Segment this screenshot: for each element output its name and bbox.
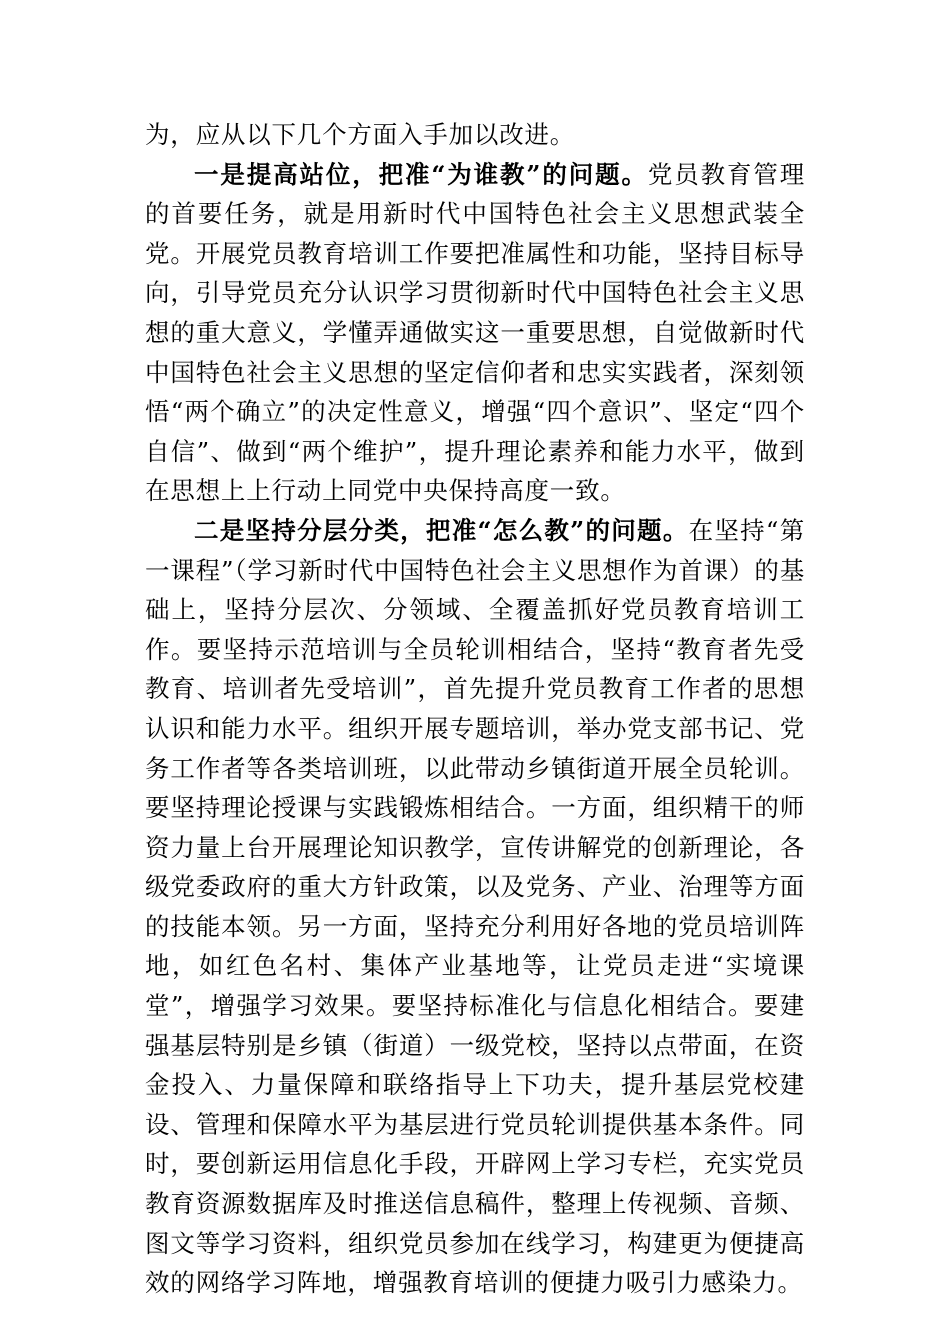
paragraph-text: 为，应从以下几个方面入手加以改进。	[145, 120, 576, 149]
paragraph-continuation	[145, 115, 805, 155]
paragraph-text: 在坚持“第一课程”（学习新时代中国特色社会主义思想作为首课）的基础上，坚持分层次、分领域、全覆盖抓好党员教育培训工作。要坚持示范培训与全员轮训相结合，坚持“教育者先受教育、培训者先受培训”，首先提升党员教育工作者的思想认识和能力水平。组织开展专题培训，举办党支部书记、党务工作者等各类培训班，以此带动乡镇街道开展全员轮训。要坚持理论授课与实践锻炼相结合。一方面，组织精干的师资力量上台开展理论知识教学，宣传讲解党的创新理论，各级党委政府的重大方针政策，以及党务、产业、治理等方面的技能本领。另一方面，坚持充分利用好各地的党员培训阵地，如红色名村、集体产业基地等，让党员走进“实境课堂”，增强学习效果。要坚持标准化与信息化相结合。要建强基层特别是乡镇（街道）一级党校，坚持以点带面，在资金投入、力量保障和联络指导上下功夫，提升基层党校建设、管理和保障水平为基层进行党员轮训提供基本条件。同时，要创新运用信息化手段，开辟网上学习专栏，充实党员教育资源数据库及时推送信息稿件，整理上传视频、音频、图文等学习资料，组织党员参加在线学习，构建更为便捷高效的网络学习阵地，增强教育培训的便捷力吸引力感染力。	[145, 515, 805, 1298]
paragraph-heading: 二是坚持分层分类，把准“怎么教”的问题。	[194, 515, 689, 545]
paragraph-point-two	[145, 511, 805, 1303]
document-body	[145, 115, 805, 1303]
paragraph-heading: 一是提高站位，把准“为谁教”的问题。	[194, 159, 648, 189]
paragraph-text: 党员教育管理的首要任务，就是用新时代中国特色社会主义思想武装全党。开展党员教育培训工作要把准属性和功能，坚持目标导向，引导党员充分认识学习贯彻新时代中国特色社会主义思想的重大意义，学懂弄通做实这一重要思想，自觉做新时代中国特色社会主义思想的坚定信仰者和忠实实践者，深刻领悟“两个确立”的决定性意义，增强“四个意识”、坚定“四个自信”、做到“两个维护”，提升理论素养和能力水平，做到在思想上上行动上同党中央保持高度一致。	[145, 159, 805, 506]
paragraph-point-one	[145, 155, 805, 511]
